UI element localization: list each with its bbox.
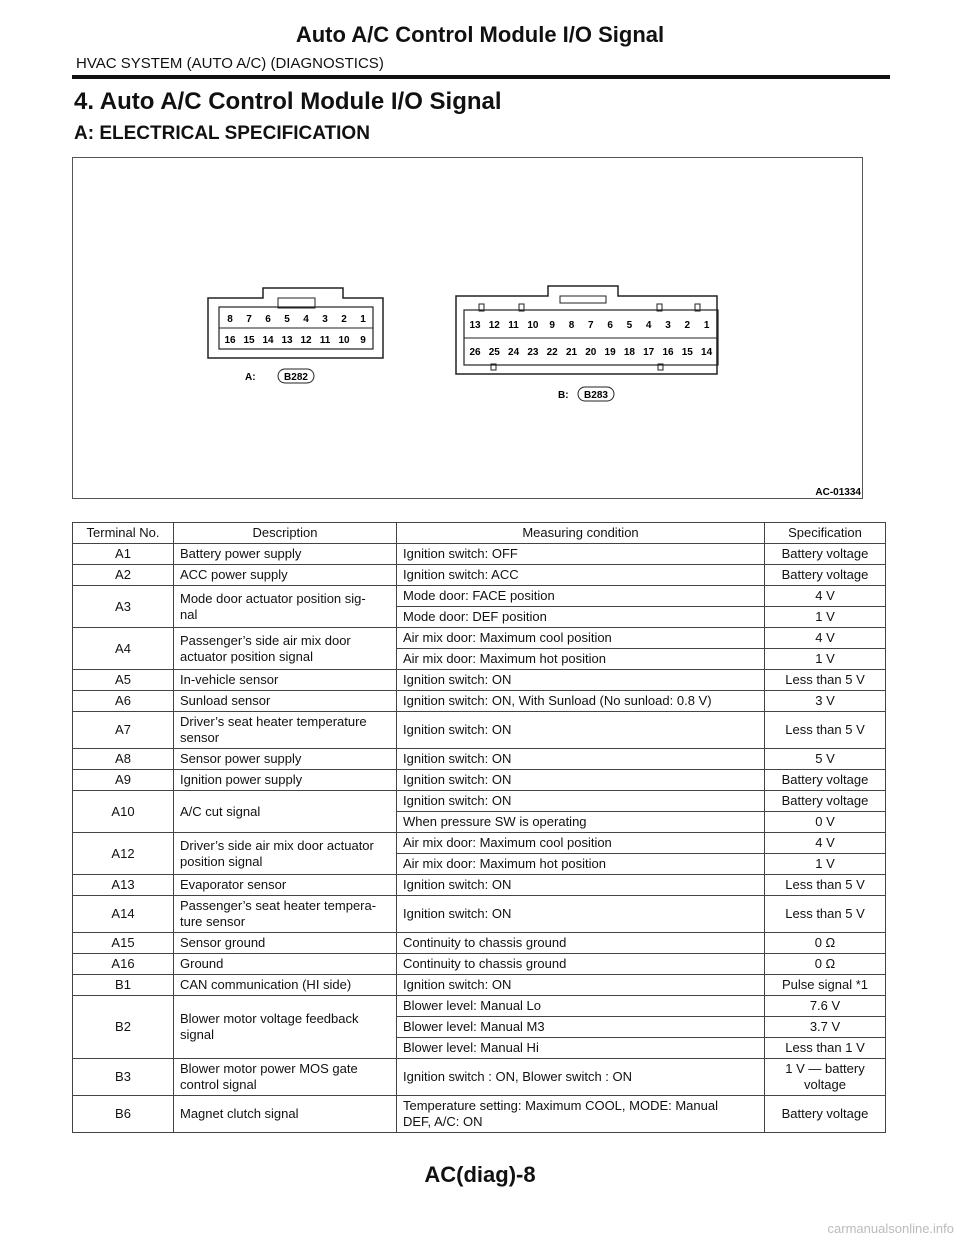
table-row	[73, 996, 886, 1017]
connector-pin-number: 25	[488, 347, 500, 358]
connector-pin-number: 7	[588, 320, 594, 331]
description-cell: Ground	[174, 954, 397, 975]
spec-cell: 0 V	[765, 812, 886, 833]
table-row	[73, 586, 886, 607]
description-cell: Driver’s side air mix door actuator position signal	[174, 833, 397, 875]
spec-cell: Less than 1 V	[765, 1038, 886, 1059]
condition-cell: Continuity to chassis ground	[397, 933, 765, 954]
spec-cell: 1 V	[765, 854, 886, 875]
connector-pin-number: 12	[300, 335, 312, 346]
page-header-subtitle: HVAC SYSTEM (AUTO A/C) (DIAGNOSTICS)	[76, 55, 384, 72]
condition-cell: Ignition switch: ACC	[397, 565, 765, 586]
table-row	[73, 749, 886, 770]
terminal-cell: A16	[73, 954, 174, 975]
table-row	[73, 712, 886, 749]
table-row	[73, 954, 886, 975]
connector-diagram	[73, 158, 862, 498]
table-body	[73, 544, 886, 1133]
figure-id: AC-01334	[815, 487, 861, 498]
description-cell: Passenger’s side air mix door actuator position signal	[174, 628, 397, 670]
spec-cell: 0 Ω	[765, 933, 886, 954]
terminal-cell: A7	[73, 712, 174, 749]
connector-pin-number: 9	[360, 335, 366, 346]
table-row	[73, 628, 886, 649]
col-header-condition: Measuring condition	[397, 523, 765, 544]
spec-cell: 4 V	[765, 833, 886, 854]
table-row	[73, 565, 886, 586]
connector-pin-number: 4	[645, 320, 652, 331]
col-header-description: Description	[174, 523, 397, 544]
table-row	[73, 896, 886, 933]
condition-cell: Ignition switch: ON	[397, 670, 765, 691]
connector-pin-number: 13	[281, 335, 293, 346]
table-row	[73, 933, 886, 954]
terminal-cell: B6	[73, 1096, 174, 1133]
connector-b-code: B283	[584, 390, 608, 401]
condition-cell: Ignition switch: ON	[397, 875, 765, 896]
spec-cell: Battery voltage	[765, 1096, 886, 1133]
condition-cell: Ignition switch: ON, With Sunload (No sunload: 0.8 V)	[397, 691, 765, 712]
connector-pin-number: 17	[643, 347, 655, 358]
condition-cell: Ignition switch: OFF	[397, 544, 765, 565]
table-row	[73, 791, 886, 812]
description-cell: Evaporator sensor	[174, 875, 397, 896]
condition-cell: Air mix door: Maximum cool position	[397, 833, 765, 854]
spec-cell: 4 V	[765, 628, 886, 649]
connector-pin-number: 3	[322, 314, 328, 325]
connector-pin-number: 13	[469, 320, 481, 331]
condition-cell: Air mix door: Maximum hot position	[397, 854, 765, 875]
condition-cell: Blower level: Manual Hi	[397, 1038, 765, 1059]
table-header-row	[73, 523, 886, 544]
spec-cell: Battery voltage	[765, 544, 886, 565]
spec-cell: 3 V	[765, 691, 886, 712]
connector-b-latches	[479, 304, 700, 370]
condition-cell: Ignition switch: ON	[397, 975, 765, 996]
connector-b-key	[560, 296, 606, 303]
connector-pin-number: 20	[585, 347, 597, 358]
spec-cell: 4 V	[765, 586, 886, 607]
connector-pin-number: 10	[527, 320, 539, 331]
connector-pin-number: 19	[604, 347, 616, 358]
description-cell: Sensor ground	[174, 933, 397, 954]
condition-cell: When pressure SW is operating	[397, 812, 765, 833]
description-cell: Mode door actuator position sig- nal	[174, 586, 397, 628]
table-row	[73, 833, 886, 854]
spec-cell: 1 V — battery voltage	[765, 1059, 886, 1096]
terminal-cell: A13	[73, 875, 174, 896]
description-cell: Sunload sensor	[174, 691, 397, 712]
condition-cell: Ignition switch: ON	[397, 791, 765, 812]
condition-cell: Ignition switch: ON	[397, 770, 765, 791]
terminal-cell: A15	[73, 933, 174, 954]
connector-pin-number: 10	[338, 335, 350, 346]
col-header-spec: Specification	[765, 523, 886, 544]
description-cell: Passenger’s seat heater tempera- ture sensor	[174, 896, 397, 933]
condition-cell: Air mix door: Maximum cool position	[397, 628, 765, 649]
terminal-cell: A2	[73, 565, 174, 586]
description-cell: Driver’s seat heater temperature sensor	[174, 712, 397, 749]
terminal-cell: A8	[73, 749, 174, 770]
connector-pin-number: 6	[607, 320, 613, 331]
spec-cell: 7.6 V	[765, 996, 886, 1017]
spec-cell: Less than 5 V	[765, 712, 886, 749]
spec-cell: Battery voltage	[765, 791, 886, 812]
condition-cell: Continuity to chassis ground	[397, 954, 765, 975]
connector-a-label: A:	[245, 372, 256, 383]
connector-pin-number: 5	[626, 320, 633, 331]
connector-pin-number: 14	[701, 347, 713, 358]
connector-pin-number: 26	[469, 347, 481, 358]
terminal-cell: A4	[73, 628, 174, 670]
table-row	[73, 770, 886, 791]
spec-cell: 1 V	[765, 649, 886, 670]
connector-pin-number: 3	[665, 320, 671, 331]
description-cell: Blower motor voltage feedback signal	[174, 996, 397, 1059]
connector-pin-number: 12	[488, 320, 500, 331]
description-cell: Blower motor power MOS gate control signal	[174, 1059, 397, 1096]
spec-cell: Battery voltage	[765, 770, 886, 791]
connector-pin-number: 24	[508, 347, 520, 358]
terminal-cell: A9	[73, 770, 174, 791]
connector-pin-number: 8	[227, 314, 233, 325]
description-cell: In-vehicle sensor	[174, 670, 397, 691]
condition-cell: Temperature setting: Maximum COOL, MODE: Manual DEF, A/C: ON	[397, 1096, 765, 1133]
connector-pin-number: 5	[284, 314, 290, 325]
connector-pin-number: 11	[319, 335, 331, 346]
spec-cell: Less than 5 V	[765, 896, 886, 933]
page-number: AC(diag)-8	[424, 1162, 536, 1187]
terminal-cell: A12	[73, 833, 174, 875]
connector-pin-number: 15	[243, 335, 255, 346]
terminal-cell: B1	[73, 975, 174, 996]
terminal-cell: A5	[73, 670, 174, 691]
connector-pin-number: 22	[546, 347, 558, 358]
watermark: carmanualsonline.info	[827, 1221, 954, 1236]
connector-pin-number: 7	[246, 314, 252, 325]
table-row	[73, 1096, 886, 1133]
connector-pin-number: 2	[684, 320, 691, 331]
terminal-cell: A10	[73, 791, 174, 833]
connector-pin-number: 1	[360, 314, 366, 325]
connector-b-label: B:	[558, 390, 569, 401]
connector-pin-number: 18	[623, 347, 635, 358]
connector-pin-number: 11	[508, 320, 519, 331]
terminal-cell: B3	[73, 1059, 174, 1096]
connector-pin-number: 23	[527, 347, 539, 358]
col-header-terminal: Terminal No.	[73, 523, 174, 544]
connector-pin-number: 2	[341, 314, 347, 325]
spec-cell: Less than 5 V	[765, 875, 886, 896]
spec-cell: Pulse signal *1	[765, 975, 886, 996]
spec-cell: Less than 5 V	[765, 670, 886, 691]
table-row	[73, 875, 886, 896]
spec-cell: 3.7 V	[765, 1017, 886, 1038]
condition-cell: Mode door: FACE position	[397, 586, 765, 607]
terminal-cell: A1	[73, 544, 174, 565]
connector-pin-number: 16	[662, 347, 674, 358]
condition-cell: Ignition switch: ON	[397, 712, 765, 749]
description-cell: Battery power supply	[174, 544, 397, 565]
table-row	[73, 670, 886, 691]
connector-pin-number: 15	[681, 347, 693, 358]
description-cell: Sensor power supply	[174, 749, 397, 770]
description-cell: Ignition power supply	[174, 770, 397, 791]
condition-cell: Blower level: Manual M3	[397, 1017, 765, 1038]
spec-cell: 5 V	[765, 749, 886, 770]
description-cell: A/C cut signal	[174, 791, 397, 833]
table-row	[73, 975, 886, 996]
connector-a-code: B282	[284, 372, 308, 383]
connector-pin-number: 14	[262, 335, 274, 346]
spec-cell: 1 V	[765, 607, 886, 628]
connector-pin-number: 6	[265, 314, 271, 325]
header-divider	[72, 75, 890, 79]
description-cell: Magnet clutch signal	[174, 1096, 397, 1133]
spec-cell: 0 Ω	[765, 954, 886, 975]
connector-pin-number: 21	[565, 347, 578, 358]
table-row	[73, 691, 886, 712]
connector-figure	[72, 157, 863, 499]
condition-cell: Ignition switch: ON	[397, 749, 765, 770]
condition-cell: Mode door: DEF position	[397, 607, 765, 628]
terminal-cell: B2	[73, 996, 174, 1059]
terminal-cell: A6	[73, 691, 174, 712]
description-cell: CAN communication (HI side)	[174, 975, 397, 996]
page-header-title: Auto A/C Control Module I/O Signal	[295, 22, 665, 47]
description-cell: ACC power supply	[174, 565, 397, 586]
terminal-cell: A3	[73, 586, 174, 628]
condition-cell: Ignition switch: ON	[397, 896, 765, 933]
connector-pin-number: 9	[549, 320, 555, 331]
connector-pin-number: 16	[224, 335, 236, 346]
connector-pin-number: 8	[568, 320, 575, 331]
electrical-spec-table	[72, 522, 886, 1133]
condition-cell: Blower level: Manual Lo	[397, 996, 765, 1017]
table-row	[73, 1059, 886, 1096]
condition-cell: Air mix door: Maximum hot position	[397, 649, 765, 670]
terminal-cell: A14	[73, 896, 174, 933]
section-heading: 4. Auto A/C Control Module I/O Signal	[74, 88, 502, 115]
condition-cell: Ignition switch : ON, Blower switch : ON	[397, 1059, 765, 1096]
section-subheading: A: ELECTRICAL SPECIFICATION	[74, 123, 370, 144]
connector-a-pins	[224, 314, 366, 346]
connector-pin-number: 4	[303, 314, 309, 325]
table-row	[73, 544, 886, 565]
connector-b-pins	[469, 320, 712, 358]
connector-pin-number: 1	[703, 320, 710, 331]
spec-cell: Battery voltage	[765, 565, 886, 586]
